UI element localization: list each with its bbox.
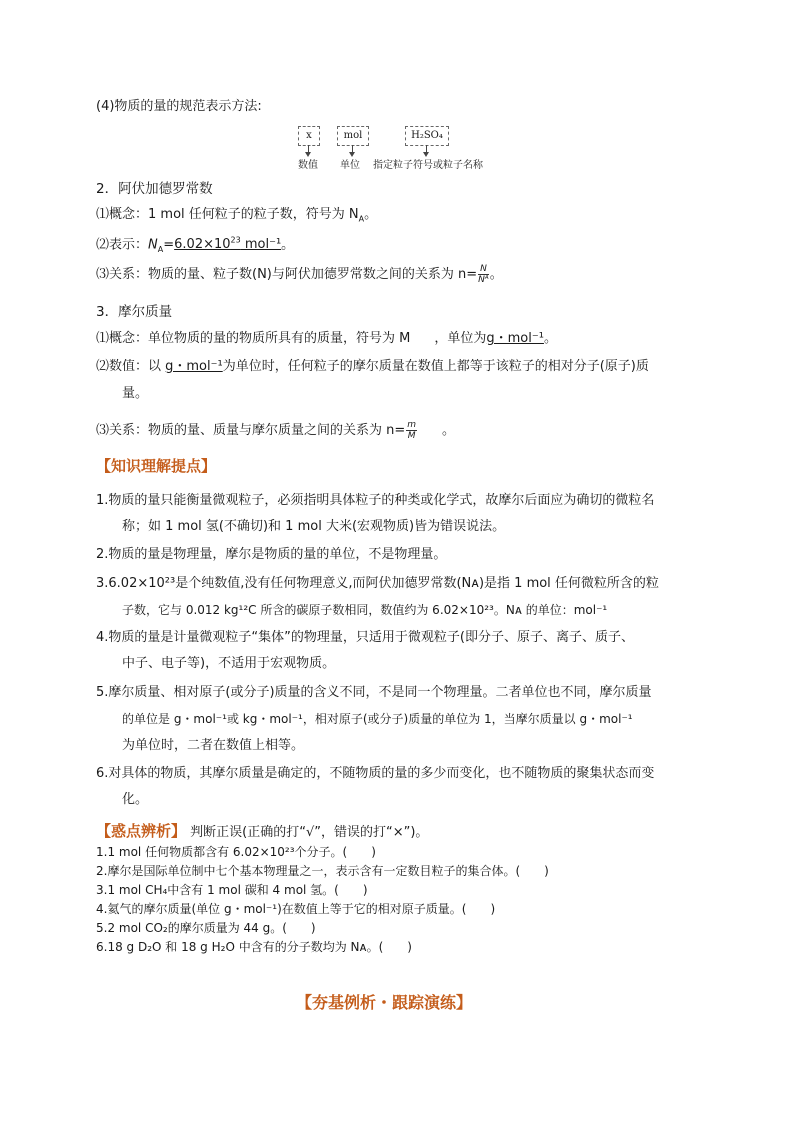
judge-item-1: 1.1 mol 任何物质都含有 6.02×10²³个分子。( ) <box>96 845 376 859</box>
tip-4-line1: 4.物质的量是计量微观粒子“集体”的物理量，只适用于微观粒子(即分子、原子、离子、质子、 <box>96 630 634 645</box>
molar-concept: ⑴概念：单位物质的量的物质所具有的质量，符号为 M ，单位为g・mol⁻¹。 <box>96 331 557 346</box>
avogadro-expression: ⑵表示：$N_A=6.02\times 10^{23}$ mol⁻¹。 <box>96 236 295 254</box>
value-box: x <box>298 126 320 146</box>
tip-6-line1: 6.对具体的物质，其摩尔质量是确定的，不随物质的量的多少而变化，也不随物质的聚集状态而变 <box>96 766 655 781</box>
fraction-n-over-na: $\frac{N}{\text{Nᴬ}}$ <box>478 264 489 285</box>
unit-box: mol <box>337 126 369 146</box>
tips-banner: 【知识理解提点】 <box>96 457 217 475</box>
arrow-down-icon <box>426 145 427 155</box>
judge-item-6: 6.18 g D₂O 和 18 g H₂O 中含有的分子数均为 Nᴀ。( ) <box>96 940 412 954</box>
tip-1-line2: 称；如 1 mol 氢(不确切)和 1 mol 大米(宏观物质)皆为错误说法。 <box>122 519 506 534</box>
avogadro-relation: ⑶关系：物质的量、粒子数(N)与阿伏加德罗常数之间的关系为 n= $\frac{N}{\text{Nᴬ}}$ 。 <box>96 264 503 285</box>
tip-6-line2: 化。 <box>122 792 149 807</box>
fraction-m-over-M: $\frac{m}{M}$ <box>407 420 417 441</box>
section-4-title: (4)物质的量的规范表示方法: <box>96 99 262 114</box>
arrow-down-icon <box>352 145 353 155</box>
judge-item-2: 2.摩尔是国际单位制中七个基本物理量之一，表示含有一定数目粒子的集合体。( ) <box>96 864 549 878</box>
molar-relation: ⑶关系：物质的量、质量与摩尔质量之间的关系为 n= $\frac{m}{M}$ 。 <box>96 420 456 441</box>
particle-label: 指定粒子符号或粒子名称 <box>373 160 483 171</box>
judge-instruction: 判断正误(正确的打“√”，错误的打“×”)。 <box>190 825 429 840</box>
tip-5-line2: 的单位是 g・mol⁻¹或 kg・mol⁻¹，相对原子(或分子)质量的单位为 1，当摩尔质量以 g・mol⁻¹ <box>122 712 633 726</box>
judge-header <box>96 820 428 841</box>
tip-3-line1: 3.6.02×10²³是个纯数值,没有任何物理意义,而阿伏加德罗常数(Nᴀ)是指 1 mol 任何微粒所含的粒 <box>96 576 659 591</box>
tip-5-line3: 为单位时，二者在数值上相等。 <box>122 738 305 753</box>
judge-banner: 【惑点辨析】 <box>96 822 187 840</box>
tip-4-line2: 中子、电子等)，不适用于宏观物质。 <box>122 656 336 671</box>
tip-5-line1: 5.摩尔质量、相对原子(或分子)质量的含义不同，不是同一个物理量。二者单位也不同，摩尔质量 <box>96 685 652 700</box>
tip-2: 2.物质的量是物理量，摩尔是物质的量的单位，不是物理量。 <box>96 547 447 562</box>
molar-heading: 3．摩尔质量 <box>96 304 173 320</box>
judge-item-5: 5.2 mol CO₂的摩尔质量为 44 g。( ) <box>96 921 316 935</box>
avogadro-concept: ⑴概念：1 mol 任何粒子的粒子数，符号为 $N_A$。 <box>96 207 378 224</box>
practice-banner: 【夯基例析・跟踪演练】 <box>296 993 473 1012</box>
tip-1-line1: 1.物质的量只能衡量微观粒子，必须指明具体粒子的种类或化学式，故摩尔后面应为确切的微粒名 <box>96 493 655 508</box>
tip-3-line2: 子数，它与 0.012 kg¹²C 所含的碳原子数相同，数值约为 6.02×10²³。Nᴀ 的单位：mol⁻¹ <box>122 603 608 617</box>
judge-item-3: 3.1 mol CH₄中含有 1 mol 碳和 4 mol 氢。( ) <box>96 883 368 897</box>
judge-item-4: 4.氦气的摩尔质量(单位 g・mol⁻¹)在数值上等于它的相对原子质量。( ) <box>96 902 496 916</box>
unit-label: 单位 <box>340 160 360 171</box>
avogadro-heading: 2．阿伏加德罗常数 <box>96 181 213 197</box>
value-label: 数值 <box>298 160 318 171</box>
molar-value-line1: ⑵数值：以 g・mol⁻¹为单位时，任何粒子的摩尔质量在数值上都等于该粒子的相对分子(原子)质 <box>96 359 649 374</box>
particle-box: H₂SO₄ <box>405 126 449 146</box>
molar-value-line2: 量。 <box>122 386 149 401</box>
arrow-down-icon <box>308 145 309 155</box>
